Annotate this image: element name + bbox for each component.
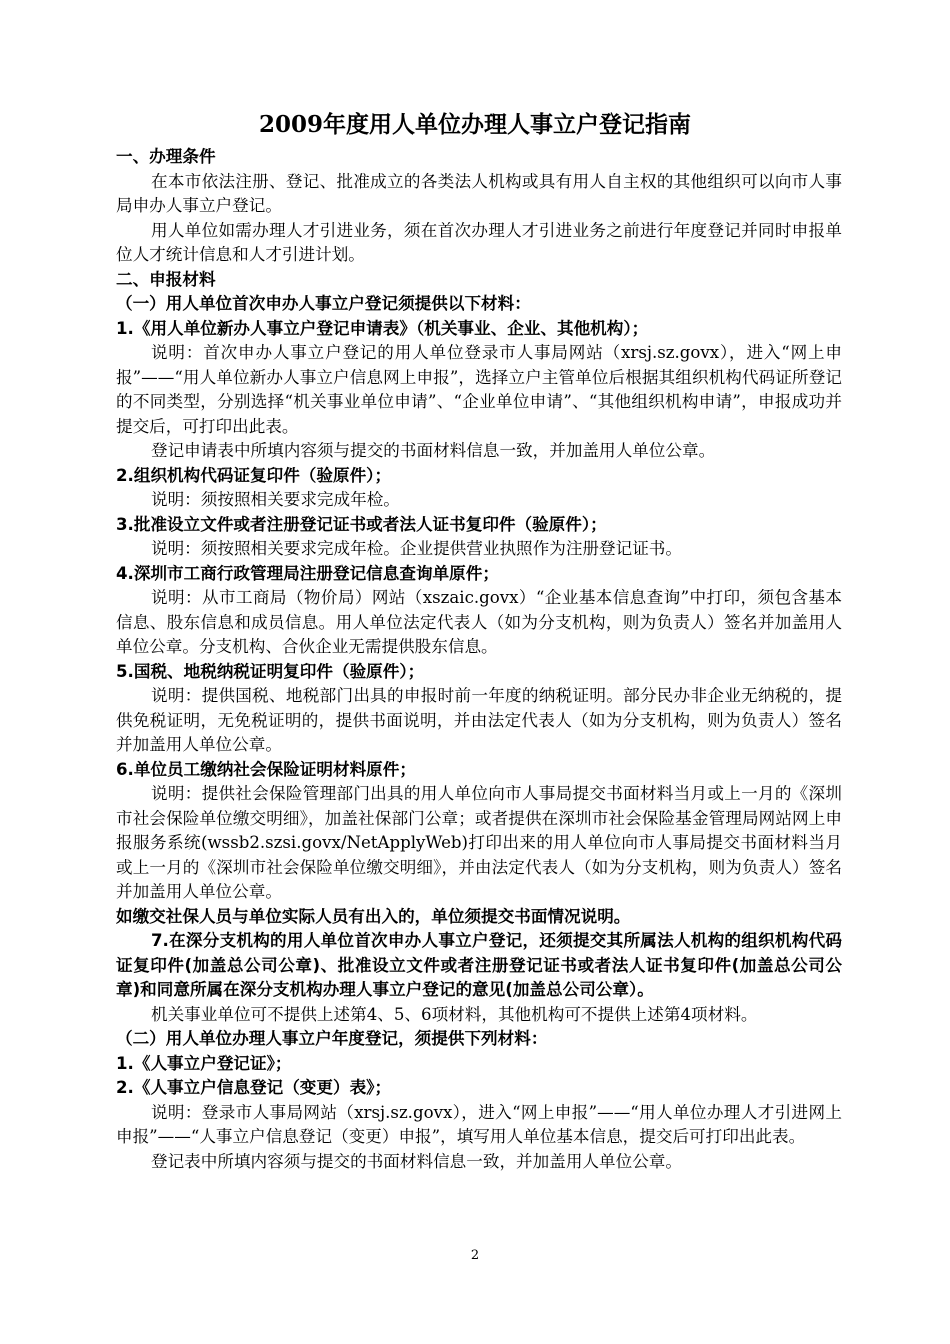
paragraph: 在本市依法注册、登记、批准成立的各类法人机构或具有用人自主权的其他组织可以向市人事局申办人事立户登记。	[116, 171, 842, 215]
material-item-note: 说明：提供国税、地税部门出具的申报时前一年度的纳税证明。部分民办非企业无纳税的，提供免税证明，无免税证明的，提供书面说明，并由法定代表人（如为分支机构，则为负责人）签名并加盖用人单位公章。	[116, 686, 842, 754]
material-item-note: 说明：登录市人事局网站（xrsj.sz.govx），进入“网上申报”——“用人单位办理人才引进网上申报”——“人事立户信息登记（变更）申报”，填写用人单位基本信息，提交后可打印出此表。	[116, 1102, 842, 1146]
material-item-note: 说明：提供社会保险管理部门出具的用人单位向市人事局提交书面材料当月或上一月的《深圳市社会保险单位缴交明细》，加盖社保部门公章；或者提供在深圳市社会保险基金管理局网站网上申报服务系统(wssb2.szsi.govx/NetApplyWeb)打印出来的用人单位向市人事局提交书面材料当月或上一月的《深圳市社会保险单位缴交明细》，并由法定代表人（如为分支机构，则为负责人）签名并加盖用人单位公章。	[116, 784, 842, 901]
section-heading-conditions: 一、办理条件	[116, 147, 216, 166]
material-item-note: 说明：须按照相关要求完成年检。	[151, 490, 400, 509]
subsection-heading-first-registration: （一）用人单位首次申办人事立户登记须提供以下材料：	[116, 294, 531, 313]
material-item-title: 7.在深分支机构的用人单位首次申办人事立户登记，还须提交其所属法人机构的组织机构代码证复印件(加盖总公司公章)、批准设立文件或者注册登记证书或者法人证书复印件(加盖总公司公章)和同意所属在深分支机构办理人事立户登记的意见(加盖总公司公章）。	[116, 931, 842, 999]
material-item-note-bold: 如缴交社保人员与单位实际人员有出入的，单位须提交书面情况说明。	[116, 906, 631, 926]
paragraph: 用人单位如需办理人才引进业务，须在首次办理人才引进业务之前进行年度登记并同时申报单位人才统计信息和人才引进计划。	[116, 220, 842, 264]
material-footnote: 机关事业单位可不提供上述第4、5、6项材料，其他机构可不提供上述第4项材料。	[151, 1004, 758, 1024]
material-item-title: 1.《用人单位新办人事立户登记申请表》（机关事业、企业、其他机构）；	[116, 318, 649, 338]
material-item-note: 说明：须按照相关要求完成年检。企业提供营业执照作为注册登记证书。	[151, 539, 682, 558]
material-item-title: 2.《人事立户信息登记（变更）表》；	[116, 1078, 392, 1097]
material-item-title: 6.单位员工缴纳社会保险证明材料原件；	[116, 759, 416, 779]
material-item-title: 2.组织机构代码证复印件（验原件）；	[116, 465, 392, 485]
material-item-title: 3.批准设立文件或者注册登记证书或者法人证书复印件（验原件）；	[116, 514, 607, 534]
material-item-title: 5.国税、地税纳税证明复印件（验原件）；	[116, 661, 425, 681]
material-item-note: 登记申请表中所填内容须与提交的书面材料信息一致，并加盖用人单位公章。	[151, 441, 716, 460]
section-heading-materials: 二、申报材料	[116, 269, 216, 289]
subsection-heading-annual-registration: （二）用人单位办理人事立户年度登记，须提供下列材料：	[116, 1029, 548, 1048]
material-item-title: 1.《人事立户登记证》；	[116, 1053, 292, 1073]
material-item-note: 说明：首次申办人事立户登记的用人单位登录市人事局网站（xrsj.sz.govx），进入“网上申报”——“用人单位新办人事立户信息网上申报”，选择立户主管单位后根据其组织机构代码证所登记的不同类型，分别选择“机关事业单位申请”、“企业单位申请”、“其他组织机构申请”，申报成功并提交后，可打印出此表。	[116, 343, 842, 436]
material-item-title: 4.深圳市工商行政管理局注册登记信息查询单原件；	[116, 563, 499, 583]
document-title: 2009年度用人单位办理人事立户登记指南	[258, 111, 691, 138]
material-item-note: 登记表中所填内容须与提交的书面材料信息一致，并加盖用人单位公章。	[151, 1151, 682, 1171]
document-body	[116, 145, 842, 1174]
page-number: 2	[470, 1248, 480, 1263]
material-item-note: 说明：从市工商局（物价局）网站（xszaic.govx）“企业基本信息查询”中打印，须包含基本信息、股东信息和成员信息。用人单位法定代表人（如为分支机构，则为负责人）签名并加盖用人单位公章。分支机构、合伙企业无需提供股东信息。	[116, 588, 842, 656]
